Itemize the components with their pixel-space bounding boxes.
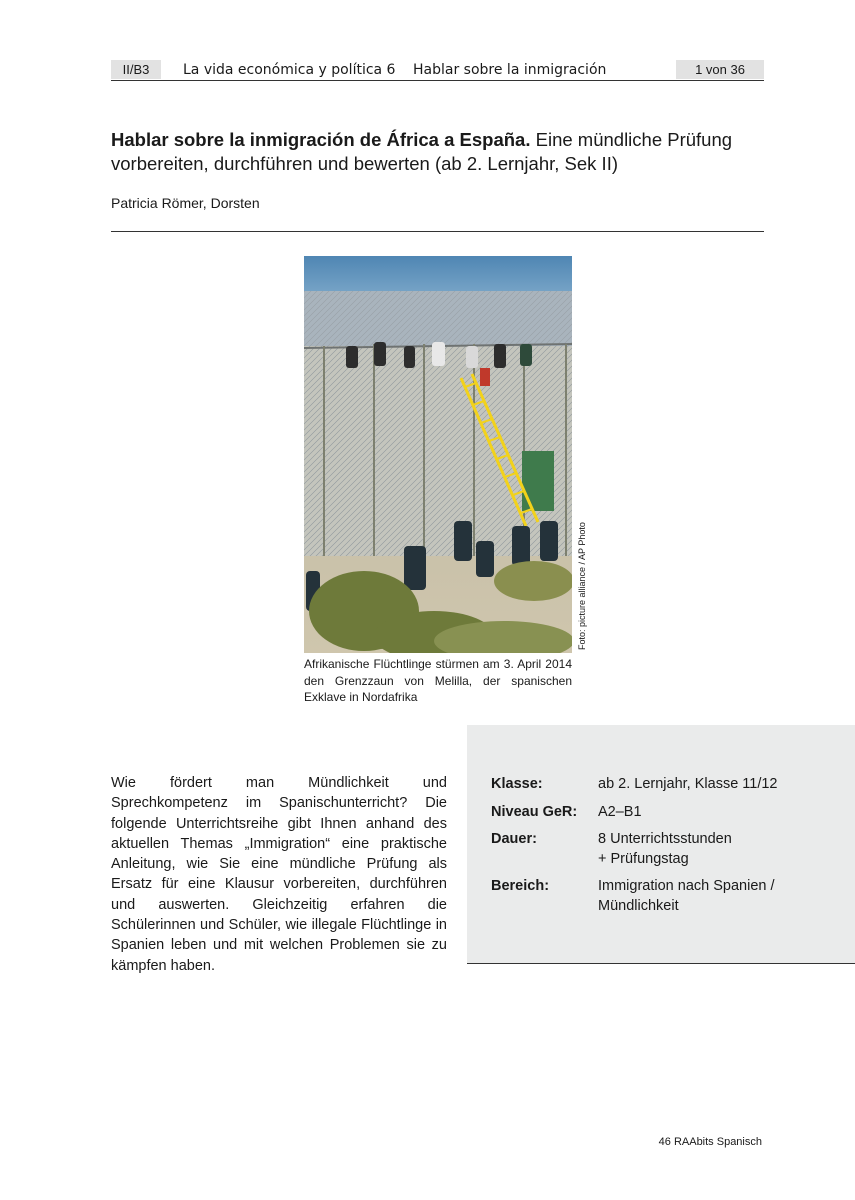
info-key: Bereich: [491, 878, 550, 894]
info-box [467, 725, 855, 964]
title-subtitle: Eine mündliche Prüfung vorbereiten, durchführen und bewerten (ab 2. Lernjahr, Sek II) [111, 129, 733, 174]
info-value: 8 Unterrichtsstunden [598, 831, 732, 847]
photo-credit: Foto: picture alliance / AP Photo [577, 522, 587, 650]
footer-publisher: 46 RAAbits Spanisch [658, 1136, 762, 1148]
title-bold: Hablar sobre la inmigración de África a España. [111, 129, 531, 150]
info-value: A2–B1 [598, 804, 642, 820]
photo-caption: Afrikanische Flüchtlinge stürmen am 3. April 2014 den Grenzzaun von Melilla, der spanischen Exklave in Nordafrika [304, 657, 572, 704]
author: Patricia Römer, Dorsten [111, 195, 260, 211]
info-value: ab 2. Lernjahr, Klasse 11/12 [598, 776, 778, 792]
info-key: Klasse: [491, 776, 543, 792]
document-title [111, 128, 771, 176]
info-value: Immigration nach Spanien / [598, 878, 775, 894]
info-key: Niveau GeR: [491, 804, 578, 820]
page-number: 1 von 36 [676, 60, 764, 79]
intro-paragraph: Wie fördert man Mündlichkeit und Sprechkompetenz im Spanischunterricht? Die folgende Unterrichtsreihe gibt Ihnen anhand des aktuellen Themas „Immigration“ eine praktische Anleitung, wie Sie eine mündliche Prüfung als Ersatz für eine Klausur vorbereiten, durchführen und auswerten. Gleichzeitig erfahren die Schülerinnen und Schüler, wie illegale Flüchtlinge in Spanien leben und mit welchen Problemen sie zu kämpfen haben. [111, 775, 447, 974]
info-value: + Prüfungstag [598, 851, 689, 867]
running-header [111, 60, 764, 81]
border-fence-photo [304, 256, 572, 653]
unit-code: II/B3 [111, 60, 161, 79]
info-value: Mündlichkeit [598, 898, 679, 914]
divider [111, 231, 764, 232]
info-key: Dauer: [491, 831, 537, 847]
series-title: La vida económica y política 6 [183, 62, 396, 78]
topic-title: Hablar sobre la inmigración [413, 62, 607, 78]
